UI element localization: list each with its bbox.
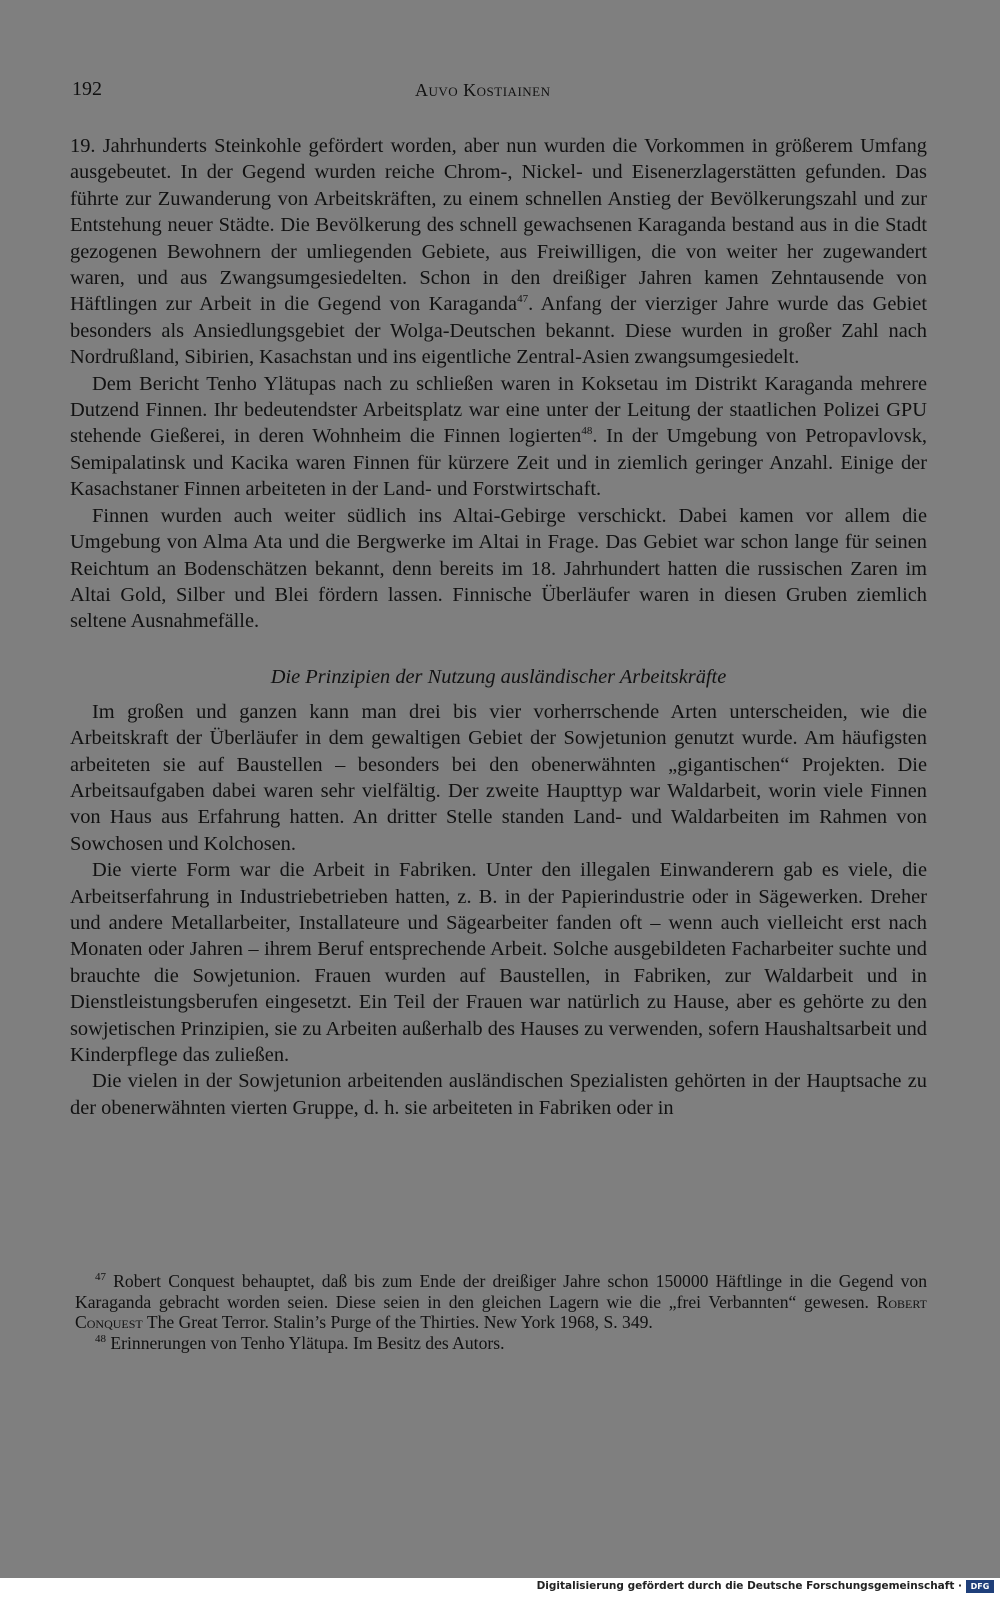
footnote-48	[75, 1333, 927, 1354]
section-heading: Die Prinzipien der Nutzung ausländischer Arbeitskräfte	[270, 665, 727, 688]
page-number: 192	[72, 78, 102, 100]
footnote-ref-47[interactable]: 47	[517, 293, 529, 306]
digitization-credit: Digitalisierung gefördert durch die Deutsche Forschungsgemeinschaft ·	[536, 1580, 962, 1592]
paragraph-5: Die vierte Form war die Arbeit in Fabriken. Unter den illegalen Einwanderern gab es viele, die Arbeitserfahrung in Industriebetrieben hatten, z. B. in der Papierindustrie oder in Sägewerken. Dreher und andere Metallarbeiter, Installateure und Sägearbeiter fanden oft – wenn auch vielleicht erst nach Monaten oder Jahren – ihrem Beruf entsprechende Arbeit. Solche ausgebildeten Facharbeiter suchte und brauchte die Sowjetunion. Frauen wurden auf Baustellen, in Fabriken, zur Waldarbeit und in Dienstleistungsberufen eingesetzt. Ein Teil der Frauen war natürlich zu Hause, aber es gehörte zu den sowjetischen Prinzipien, sie zu Arbeiten außerhalb des Hauses zu verwenden, sofern Haushaltsarbeit und Kinderpflege das zuließen.	[70, 859, 927, 1066]
footnote-47-author: Robert Conquest	[75, 1291, 927, 1332]
footnote-47-text: Robert Conquest behauptet, daß bis zum Ende der dreißiger Jahre schon 150000 Häftlinge in die Gegend von Karaganda gebracht worden seien. Diese seien in den gleichen Lagern wie die „frei Verbannten“ gewesen.	[75, 1271, 927, 1312]
footnote-48-mark: 48	[95, 1332, 106, 1345]
footnotes	[75, 1271, 927, 1353]
footnote-48-text: Erinnerungen von Tenho Ylätupa. Im Besitz des Autors.	[110, 1332, 505, 1353]
paragraph-1-text: 19. Jahrhunderts Steinkohle gefördert worden, aber nun wurden die Vorkommen in größerem Umfang ausgebeutet. In der Gegend wurden reiche Chrom-, Nickel- und Eisenerzlagerstätten gefunden. Das führte zur Zuwanderung von Arbeitskräften, zu einem schnellen Anstieg der Bevölkerungszahl und zur Entstehung neuer Städte. Die Bevölkerung des schnell gewachsenen Karaganda bestand aus in die Stadt gezogenen Bewohnern der umliegenden Gebiete, aus Freiwilligen, die von weiter her zugewandert waren, und aus Zwangsumgesiedelten. Schon in den dreißiger Jahren kamen Zehntausende von Häftlingen zur Arbeit in die Gegend von Karaganda	[70, 135, 927, 316]
dfg-logo-icon: DFG	[966, 1580, 994, 1593]
digitization-credit-bar	[0, 1578, 1000, 1597]
paragraph-1	[70, 133, 927, 371]
paragraph-2-continued: . In der Umgebung von Petropavlovsk, Semipalatinsk und Kacika waren Finnen für kürzere Zeit und in ziemlich geringer Anzahl. Einige der Kasachstaner Finnen arbeiteten in der Land- und Forstwirtschaft.	[70, 425, 927, 501]
paragraph-3: Finnen wurden auch weiter südlich ins Altai-Gebirge verschickt. Dabei kamen vor allem die Umgebung von Alma Ata und die Bergwerke im Altai in Frage. Das Gebiet war schon lange für seinen Reichtum an Bodenschätzen bekannt, denn bereits im 18. Jahrhundert hatten die russischen Zaren im Altai Gold, Silber und Blei fördern lassen. Finnische Überläufer waren in diesen Gruben ziemlich seltene Ausnahmefälle.	[70, 504, 927, 633]
paragraph-4: Im großen und ganzen kann man drei bis vier vorherrschende Arten unterscheiden, wie die Arbeitskraft der Überläufer in dem gewaltigen Gebiet der Sowjetunion genutzt wurde. Am häufigsten arbeiteten sie auf Baustellen – besonders bei den obenerwähnten „gigantischen“ Projekten. Die Arbeitsaufgaben dabei waren sehr vielfältig. Der zweite Haupttyp war Waldarbeit, worin viele Finnen von Haus aus Erfahrung hatten. An dritter Stelle standen Land- und Waldarbeiten im Rahmen von Sowchosen und Kolchosen.	[70, 700, 927, 855]
paragraph-1-continued: . Anfang der vierziger Jahre wurde das Gebiet besonders als Ansiedlungsgebiet der Wolga-Deutschen bekannt. Diese wurden in großer Zahl nach Nordrußland, Sibirien, Kasachstan und ins eigentliche Zentral-Asien zwangsumgesiedelt.	[70, 293, 927, 369]
footnote-47	[75, 1271, 927, 1333]
paragraph-6: Die vielen in der Sowjetunion arbeitenden ausländischen Spezialisten gehörten in der Hauptsache zu der obenerwähnten vierten Gruppe, d. h. sie arbeiteten in Fabriken oder in	[70, 1070, 927, 1119]
paragraph-2	[70, 371, 927, 503]
running-head: Auvo Kostiainen	[415, 80, 551, 100]
body-text	[70, 133, 927, 1121]
footnote-ref-48[interactable]: 48	[581, 425, 593, 438]
paragraph-2-text: Dem Bericht Tenho Ylätupas nach zu schließen waren in Koksetau im Distrikt Karaganda mehrere Dutzend Finnen. Ihr bedeutendster Arbeitsplatz war eine unter der Leitung der staatlichen Polizei GPU stehende Gießerei, in deren Wohnheim die Finnen logierten	[70, 372, 927, 448]
footnote-47-citation: The Great Terror. Stalin’s Purge of the Thirties. New York 1968, S. 349.	[146, 1312, 653, 1332]
footnote-47-mark: 47	[95, 1271, 106, 1284]
